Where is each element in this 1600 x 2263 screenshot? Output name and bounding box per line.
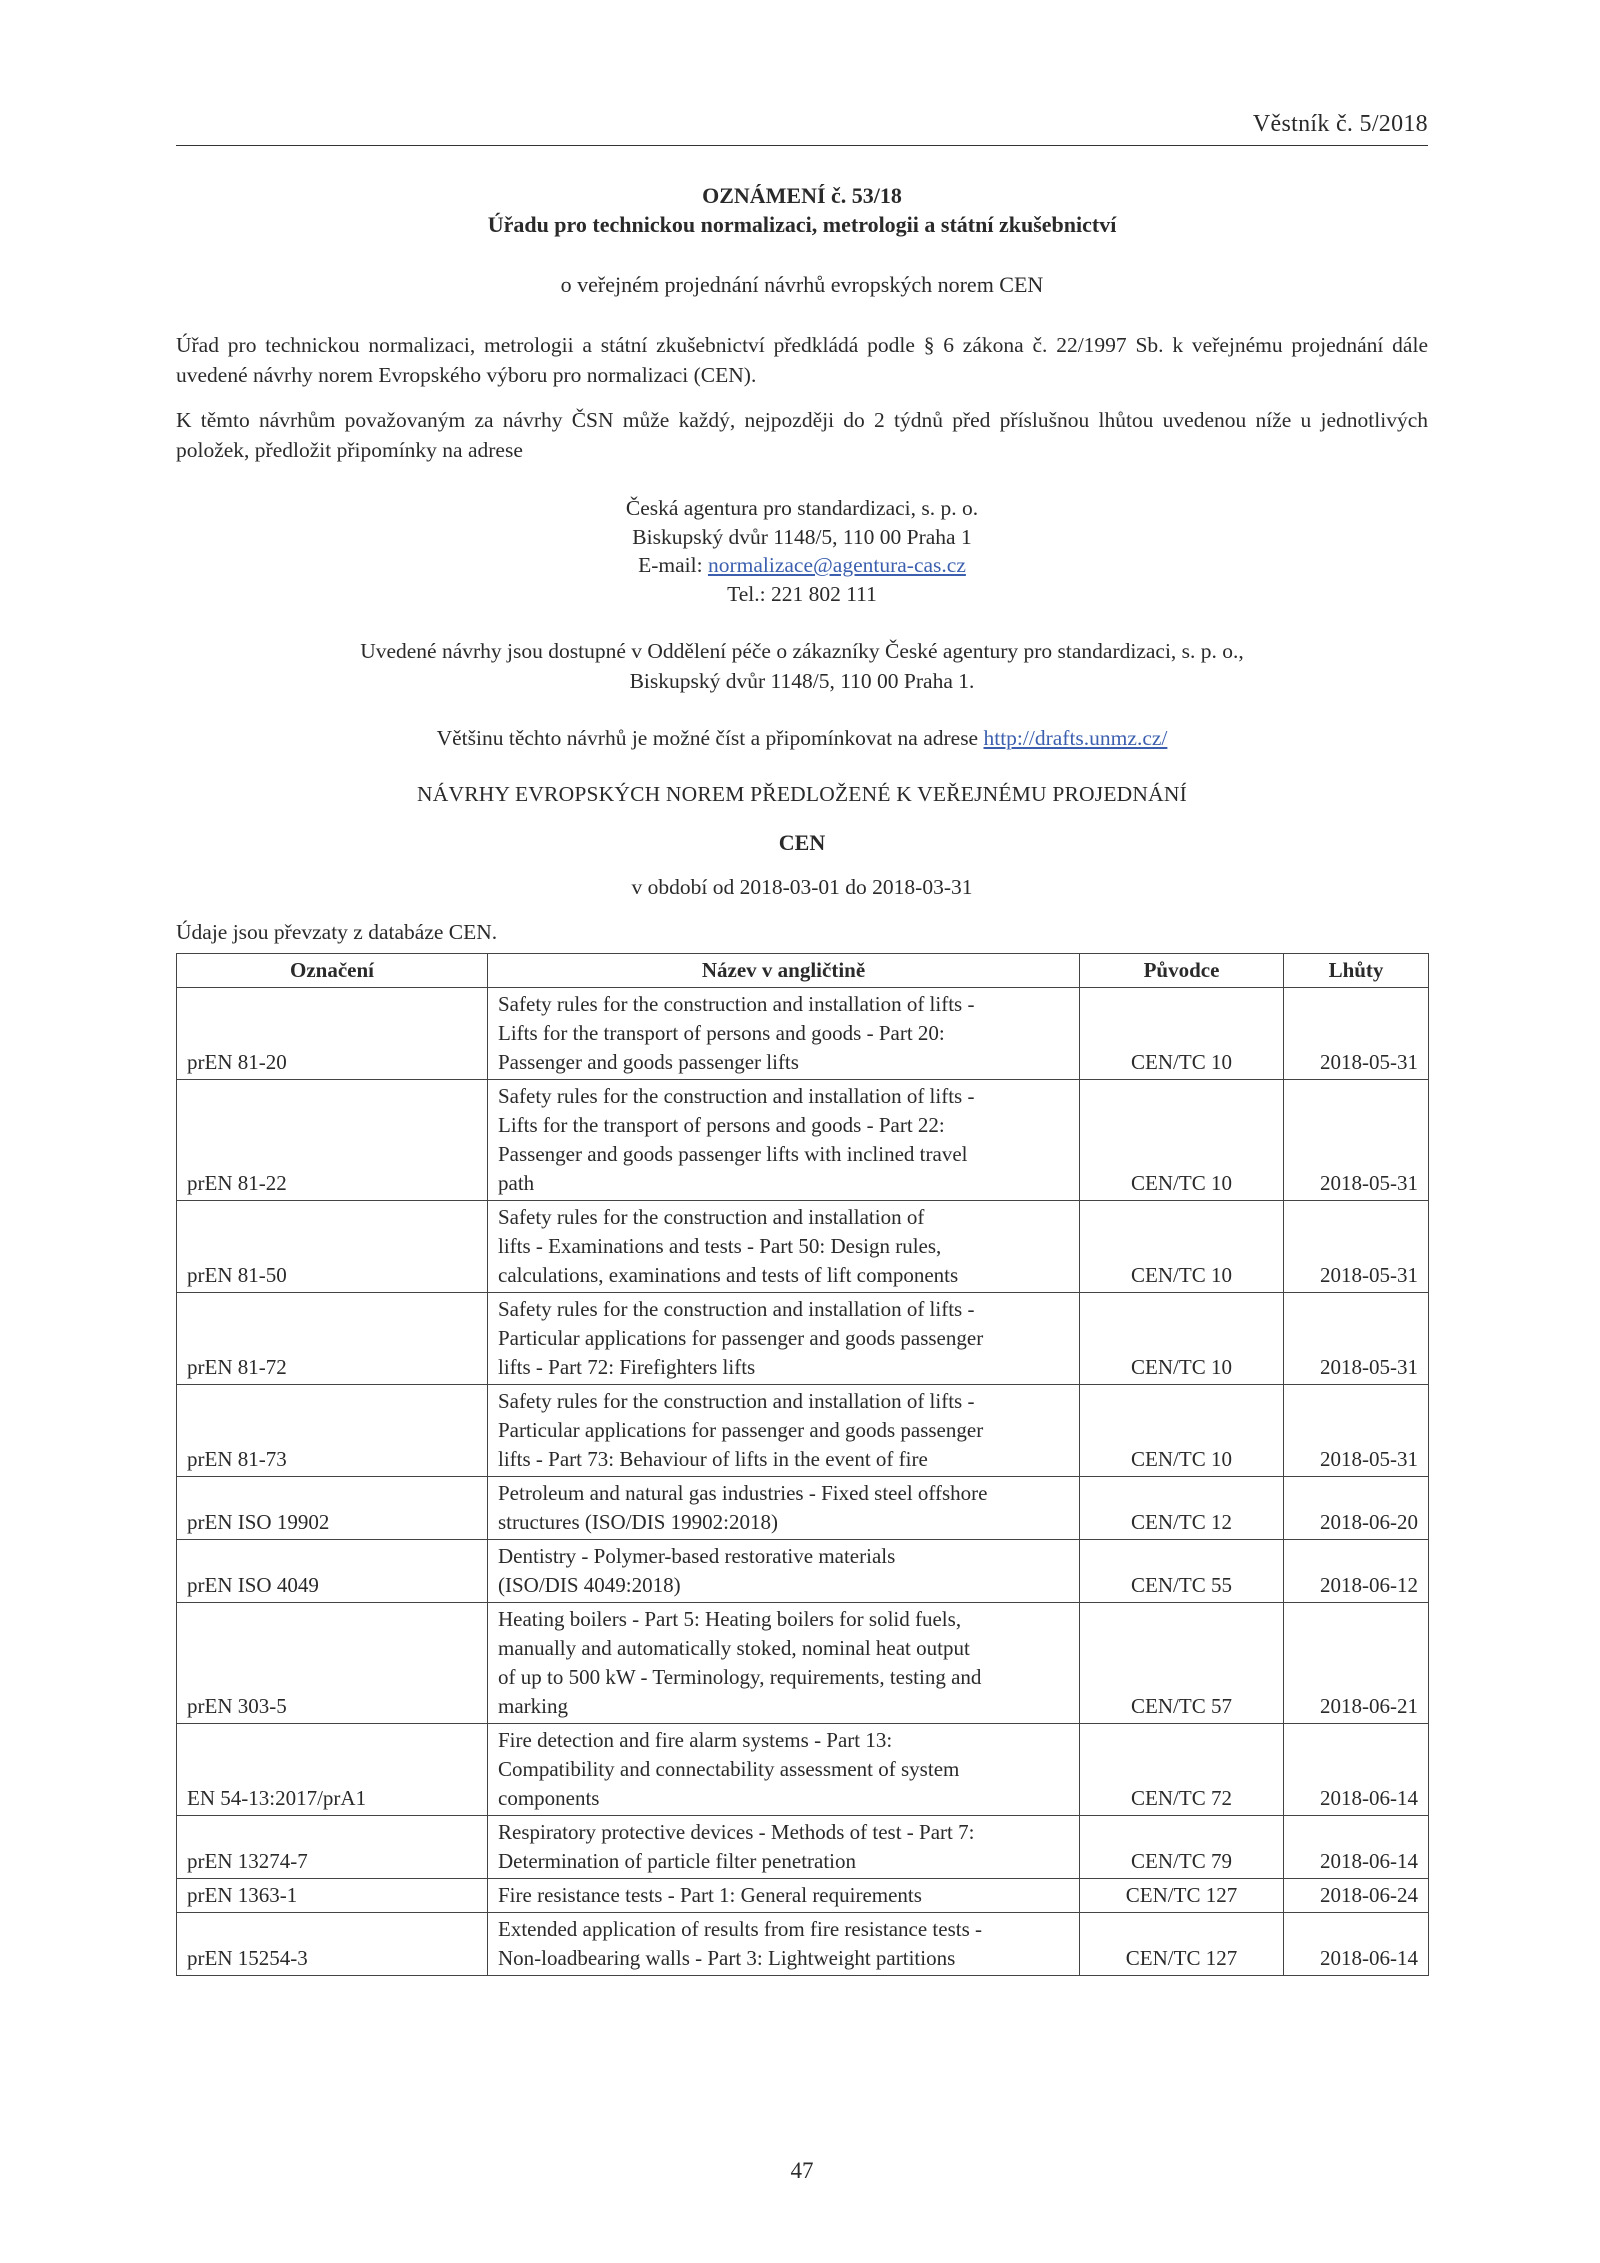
table-row — [177, 1603, 1429, 1724]
table-row — [177, 1724, 1429, 1816]
cell-originator: CEN/TC 127 — [1080, 1913, 1284, 1976]
title-line: lifts - Examinations and tests - Part 50: Design rules, — [498, 1234, 942, 1258]
table-row — [177, 1385, 1429, 1477]
cell-designation: prEN 81-20 — [177, 988, 488, 1080]
title-line: Respiratory protective devices - Methods of test - Part 7: — [498, 1820, 975, 1844]
availability-line-1: Uvedené návrhy jsou dostupné v Oddělení péče o zákazníky České agentury pro standardizaci, s. p. o., — [360, 639, 1244, 663]
issuing-office: Úřadu pro technickou normalizaci, metrologii a státní zkušebnictví — [487, 212, 1117, 237]
cell-designation: prEN 81-22 — [177, 1080, 488, 1201]
cell-title — [488, 1913, 1080, 1976]
title-line: Particular applications for passenger and goods passenger — [498, 1326, 984, 1350]
cell-deadline: 2018-05-31 — [1284, 1201, 1429, 1293]
cell-title — [488, 1816, 1080, 1879]
cell-originator: CEN/TC 55 — [1080, 1540, 1284, 1603]
title-line: of up to 500 kW - Terminology, requirements, testing and — [498, 1665, 982, 1689]
cell-title — [488, 1293, 1080, 1385]
email-link[interactable]: normalizace@agentura-cas.cz — [707, 553, 966, 577]
cell-deadline: 2018-06-20 — [1284, 1477, 1429, 1540]
period-range: v období od 2018-03-01 do 2018-03-31 — [631, 875, 973, 899]
cell-deadline: 2018-06-14 — [1284, 1816, 1429, 1879]
title-line: Extended application of results from fire resistance tests - — [498, 1917, 983, 1941]
cell-originator: CEN/TC 127 — [1080, 1879, 1284, 1913]
title-line: Passenger and goods passenger lifts — [498, 1050, 799, 1074]
title-line: Non-loadbearing walls - Part 3: Lightweight partitions — [498, 1946, 956, 1970]
cell-title — [488, 1080, 1080, 1201]
document-page — [176, 0, 1428, 2263]
cell-title — [488, 1540, 1080, 1603]
title-line: Safety rules for the construction and installation of lifts - — [498, 992, 975, 1016]
title-line: lifts - Part 73: Behaviour of lifts in the event of fire — [498, 1447, 928, 1471]
cell-title — [488, 1603, 1080, 1724]
address-street: Biskupský dvůr 1148/5, 110 00 Praha 1 — [632, 524, 972, 549]
cell-originator: CEN/TC 10 — [1080, 1293, 1284, 1385]
availability-line-2: Biskupský dvůr 1148/5, 110 00 Praha 1. — [629, 669, 975, 693]
table-row — [177, 1293, 1429, 1385]
cell-originator: CEN/TC 10 — [1080, 1385, 1284, 1477]
col-header-title: Název v angličtině — [488, 954, 1080, 988]
intro-paragraph: Úřad pro technickou normalizaci, metrologii a státní zkušebnictví předkládá podle § 6 zákona č. 22/1997 Sb. k veřejnému projednání dále uvedené návrhy norem Evropského výboru pro normalizaci (CEN). — [176, 333, 1428, 387]
notice-number: OZNÁMENÍ č. 53/18 — [702, 183, 902, 208]
cell-designation: EN 54-13:2017/prA1 — [177, 1724, 488, 1816]
title-line: Lifts for the transport of persons and goods - Part 22: — [498, 1113, 945, 1137]
title-line: (ISO/DIS 4049:2018) — [498, 1573, 681, 1597]
availability-note — [176, 636, 1428, 696]
email-label: E-mail: — [638, 553, 708, 577]
table-row — [177, 988, 1429, 1080]
cell-title — [488, 1385, 1080, 1477]
cell-deadline: 2018-06-24 — [1284, 1879, 1429, 1913]
col-header-deadline: Lhůty — [1284, 954, 1429, 988]
title-line: Lifts for the transport of persons and goods - Part 20: — [498, 1021, 945, 1045]
title-line: marking — [498, 1694, 568, 1718]
title-line: components — [498, 1786, 600, 1810]
title-line: Particular applications for passenger and goods passenger — [498, 1418, 984, 1442]
cell-designation: prEN 81-72 — [177, 1293, 488, 1385]
title-line: lifts - Part 72: Firefighters lifts — [498, 1355, 756, 1379]
cell-deadline: 2018-06-14 — [1284, 1724, 1429, 1816]
table-row — [177, 1080, 1429, 1201]
address-email-line — [176, 551, 1428, 580]
cell-designation: prEN 81-50 — [177, 1201, 488, 1293]
header-rule — [176, 145, 1428, 146]
title-line: manually and automatically stoked, nominal heat output — [498, 1636, 970, 1660]
table-row — [177, 1816, 1429, 1879]
title-line: Safety rules for the construction and installation of — [498, 1205, 925, 1229]
drafts-url-link[interactable]: http://drafts.unmz.cz/ — [983, 726, 1168, 750]
title-line: calculations, examinations and tests of lift components — [498, 1263, 959, 1287]
title-line: Safety rules for the construction and installation of lifts - — [498, 1297, 975, 1321]
cell-originator: CEN/TC 10 — [1080, 1080, 1284, 1201]
running-head: Věstník č. 5/2018 — [1252, 111, 1428, 137]
title-line: Dentistry - Polymer-based restorative materials — [498, 1544, 896, 1568]
title-line: Heating boilers - Part 5: Heating boilers for solid fuels, — [498, 1607, 962, 1631]
cell-deadline: 2018-06-21 — [1284, 1603, 1429, 1724]
address-phone: Tel.: 221 802 111 — [727, 581, 877, 606]
table-row — [177, 1201, 1429, 1293]
title-line: Fire detection and fire alarm systems - Part 13: — [498, 1728, 893, 1752]
cell-originator: CEN/TC 79 — [1080, 1816, 1284, 1879]
cell-title — [488, 1201, 1080, 1293]
cell-designation: prEN ISO 4049 — [177, 1540, 488, 1603]
cell-originator: CEN/TC 10 — [1080, 988, 1284, 1080]
title-line: Passenger and goods passenger lifts with inclined travel — [498, 1142, 968, 1166]
address-block — [176, 494, 1428, 608]
title-line: Fire resistance tests - Part 1: General requirements — [498, 1883, 922, 1907]
cell-deadline: 2018-05-31 — [1284, 1293, 1429, 1385]
cell-designation: prEN 81-73 — [177, 1385, 488, 1477]
table-row — [177, 1913, 1429, 1976]
source-note: Údaje jsou převzaty z databáze CEN. — [176, 920, 498, 944]
cell-deadline: 2018-05-31 — [1284, 1385, 1429, 1477]
title-line: Petroleum and natural gas industries - Fixed steel offshore — [498, 1481, 988, 1505]
cell-designation: prEN 13274-7 — [177, 1816, 488, 1879]
cell-deadline: 2018-06-14 — [1284, 1913, 1429, 1976]
standards-body: CEN — [778, 830, 826, 855]
cell-deadline: 2018-05-31 — [1284, 988, 1429, 1080]
title-line: Safety rules for the construction and installation of lifts - — [498, 1084, 975, 1108]
title-line: Determination of particle filter penetration — [498, 1849, 857, 1873]
cell-designation: prEN 1363-1 — [177, 1879, 488, 1913]
table-body — [177, 988, 1429, 1976]
cell-originator: CEN/TC 12 — [1080, 1477, 1284, 1540]
title-line: structures (ISO/DIS 19902:2018) — [498, 1510, 778, 1534]
cell-designation: prEN 303-5 — [177, 1603, 488, 1724]
notice-subject: o veřejném projednání návrhů evropských norem CEN — [560, 272, 1044, 297]
col-header-originator: Původce — [1080, 954, 1284, 988]
title-line: path — [498, 1171, 535, 1195]
cell-deadline: 2018-06-12 — [1284, 1540, 1429, 1603]
table-header-row — [177, 954, 1429, 988]
drafts-table — [176, 953, 1429, 1976]
table-row — [177, 1879, 1429, 1913]
online-note — [176, 726, 1428, 751]
title-line: Compatibility and connectability assessment of system — [498, 1757, 960, 1781]
cell-deadline: 2018-05-31 — [1284, 1080, 1429, 1201]
title-line: Safety rules for the construction and installation of lifts - — [498, 1389, 975, 1413]
page-number: 47 — [790, 2158, 814, 2183]
cell-title — [488, 1879, 1080, 1913]
comments-paragraph: K těmto návrhům považovaným za návrhy ČSN může každý, nejpozději do 2 týdnů před příslušnou lhůtou uvedenou níže u jednotlivých položek, předložit připomínky na adrese — [176, 408, 1428, 462]
cell-title — [488, 988, 1080, 1080]
online-text: Většinu těchto návrhů je možné číst a připomínkovat na adrese — [436, 726, 984, 750]
cell-designation: prEN 15254-3 — [177, 1913, 488, 1976]
cell-designation: prEN ISO 19902 — [177, 1477, 488, 1540]
table-row — [177, 1540, 1429, 1603]
cell-originator: CEN/TC 72 — [1080, 1724, 1284, 1816]
table-row — [177, 1477, 1429, 1540]
address-org: Česká agentura pro standardizaci, s. p. o. — [625, 496, 979, 520]
section-heading: NÁVRHY EVROPSKÝCH NOREM PŘEDLOŽENÉ K VEŘEJNÉMU PROJEDNÁNÍ — [417, 782, 1187, 806]
cell-originator: CEN/TC 10 — [1080, 1201, 1284, 1293]
col-header-designation: Označení — [177, 954, 488, 988]
cell-originator: CEN/TC 57 — [1080, 1603, 1284, 1724]
cell-title — [488, 1477, 1080, 1540]
cell-title — [488, 1724, 1080, 1816]
